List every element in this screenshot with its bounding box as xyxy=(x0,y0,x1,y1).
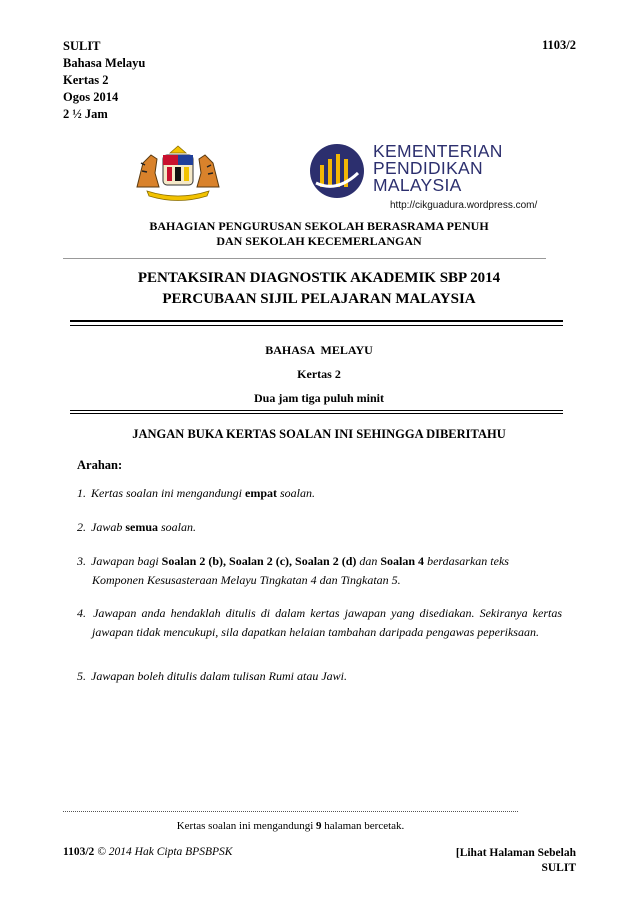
coat-of-arms-logo xyxy=(133,143,223,203)
page-count: 9 xyxy=(316,820,322,832)
header-line: Ogos 2014 xyxy=(63,90,119,104)
paper-code: 1103/2 xyxy=(541,38,576,52)
page-count-note: Kertas soalan ini mengandungi 9 halaman bercetak. xyxy=(176,820,405,832)
exam-title xyxy=(63,268,575,310)
subject-block xyxy=(63,338,575,410)
subject-name: BAHASA MELAYU xyxy=(265,343,373,357)
item-number: 1. xyxy=(77,486,86,500)
warning-text: JANGAN BUKA KERTAS SOALAN INI SEHINGGA DIBERITAHU xyxy=(132,427,506,441)
instruction-item: 1. Kertas soalan ini mengandungi empat soalan. xyxy=(77,484,562,503)
kpm-emblem-logo xyxy=(306,143,368,199)
duration: Dua jam tiga puluh minit xyxy=(253,391,385,405)
instruction-item: 3. Jawapan bagi Soalan 2 (b), Soalan 2 (c), Soalan 2 (d) dan Soalan 4 berdasarkan teks Komponen Kesusasteraan Melayu Tingkatan 4 dan Tingkatan 5. xyxy=(77,554,509,587)
header-line: Bahasa Melayu xyxy=(63,56,146,70)
footer-copyright: 1103/2 © 2014 Hak Cipta BPSBPSK xyxy=(63,846,233,858)
instruction-item: 2. Jawab semua soalan. xyxy=(77,518,562,537)
next-page-note: [Lihat Halaman Sebelah xyxy=(455,847,576,859)
header-line: Kertas 2 xyxy=(63,73,109,87)
instructions-heading: Arahan: xyxy=(77,458,123,472)
item-number: 2. xyxy=(77,520,86,534)
kpm-line-3: MALAYSIA xyxy=(373,175,462,195)
header-left xyxy=(63,38,145,123)
agency-line-2: DAN SEKOLAH KECEMERLANGAN xyxy=(216,234,422,248)
kpm-line-1: KEMENTERIAN xyxy=(373,141,503,161)
header-line: 2 ½ Jam xyxy=(63,107,108,121)
item-number: 5. xyxy=(77,669,86,683)
item-number: 4. xyxy=(77,606,86,620)
instruction-item: 4. Jawapan anda hendaklah ditulis di dalam kertas jawapan yang disediakan. Sekiranya kertas jawapan tidak mencukupi, sila dapatkan helaian tambahan daripada pengawas peperiksaan. xyxy=(77,606,562,639)
agency-line-1: BAHAGIAN PENGURUSAN SEKOLAH BERASRAMA PENUH xyxy=(149,219,489,233)
double-divider-2 xyxy=(70,410,563,414)
item-number: 3. xyxy=(77,554,86,568)
footer-right xyxy=(456,846,576,876)
title-line-1: PENTAKSIRAN DIAGNOSTIK AKADEMIK SBP 2014 xyxy=(137,270,501,286)
header-line: SULIT xyxy=(63,39,101,53)
footer-sulit: SULIT xyxy=(541,862,576,874)
kpm-wordmark xyxy=(373,143,503,194)
agency-name xyxy=(63,219,575,249)
kpm-line-2: PENDIDIKAN xyxy=(373,158,483,178)
title-line-2: PERCUBAAN SIJIL PELAJARAN MALAYSIA xyxy=(162,291,476,307)
instruction-item: 5. Jawapan boleh ditulis dalam tulisan Rumi atau Jawi. xyxy=(77,667,562,686)
source-url: http://cikguadura.wordpress.com/ xyxy=(390,200,538,211)
footer-divider xyxy=(63,811,518,812)
double-divider xyxy=(70,320,563,326)
paper-number: Kertas 2 xyxy=(297,367,341,381)
divider xyxy=(63,258,546,259)
